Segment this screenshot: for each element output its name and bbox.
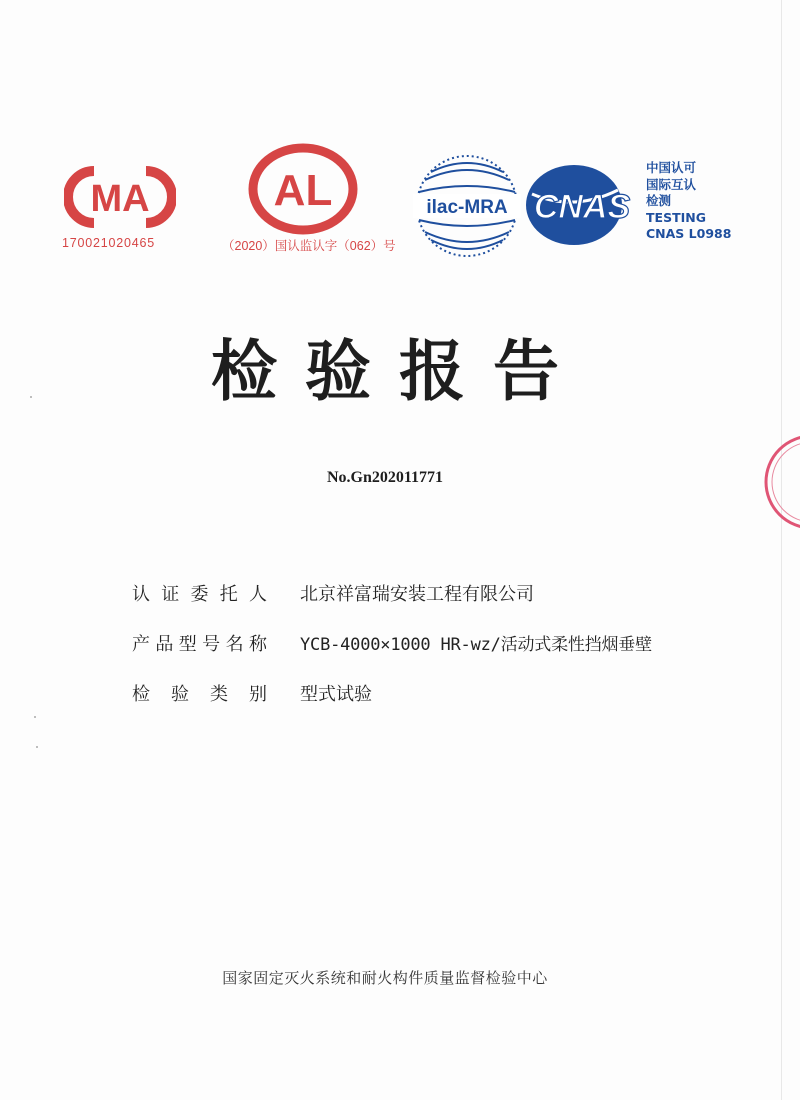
field-label-char: 检 xyxy=(132,684,150,705)
ilac-logo-text: ilac-MRA xyxy=(426,197,508,218)
scan-speck xyxy=(34,716,36,718)
field-label-char: 产 xyxy=(132,634,150,655)
cnas-logo xyxy=(522,160,642,250)
field-label xyxy=(132,680,267,706)
cnas-line: 检测 xyxy=(646,193,672,208)
cnas-logo-text: CNAS xyxy=(533,188,631,226)
cnas-line: 国际互认 xyxy=(646,176,697,192)
field-label-char: 人 xyxy=(249,584,267,605)
cal-logo xyxy=(245,143,361,235)
cnas-line: 中国认可 xyxy=(646,160,697,175)
field-value: 北京祥富瑞安装工程有限公司 xyxy=(300,584,534,605)
field-label-char: 品 xyxy=(155,634,174,655)
cnas-line: TESTING xyxy=(646,209,706,225)
field-label-char: 类 xyxy=(210,684,228,705)
field-label-char: 名 xyxy=(225,634,244,655)
page-edge-line xyxy=(781,0,782,1100)
field-label-char: 号 xyxy=(202,634,221,655)
issuing-organization: 国家固定灭火系统和耐火构件质量监督检验中心 xyxy=(222,969,548,987)
field-label-char: 认 xyxy=(132,584,150,605)
cnas-accreditation-text xyxy=(646,160,731,243)
cal-certificate-number: （2020）国认监认字（062）号 xyxy=(222,239,396,253)
field-label-char: 称 xyxy=(248,634,267,655)
field-label-char: 别 xyxy=(249,684,267,705)
field-label-char: 证 xyxy=(161,584,180,605)
field-label xyxy=(132,580,267,606)
cma-certificate-number: 170021020465 xyxy=(62,236,156,250)
report-number: No.Gn202011771 xyxy=(326,469,443,486)
ilac-mra-logo xyxy=(411,150,523,262)
partial-seal-stamp xyxy=(752,432,800,532)
report-title: 检验报告 xyxy=(211,333,587,410)
cma-logo xyxy=(64,166,176,228)
scan-speck xyxy=(36,746,38,748)
field-label-char: 验 xyxy=(171,684,189,705)
cma-logo-text: MA xyxy=(90,178,150,220)
field-label xyxy=(132,630,267,656)
field-label-char: 委 xyxy=(190,584,209,605)
cnas-line: CNAS L0988 xyxy=(646,226,732,241)
field-value: 型式试验 xyxy=(300,684,372,705)
field-label-char: 托 xyxy=(219,584,238,605)
field-value: YCB-4000×1000 HR-wz/活动式柔性挡烟垂壁 xyxy=(300,635,652,655)
scan-speck xyxy=(30,396,32,398)
cal-logo-text: AL xyxy=(273,166,333,215)
field-label-char: 型 xyxy=(178,634,197,655)
